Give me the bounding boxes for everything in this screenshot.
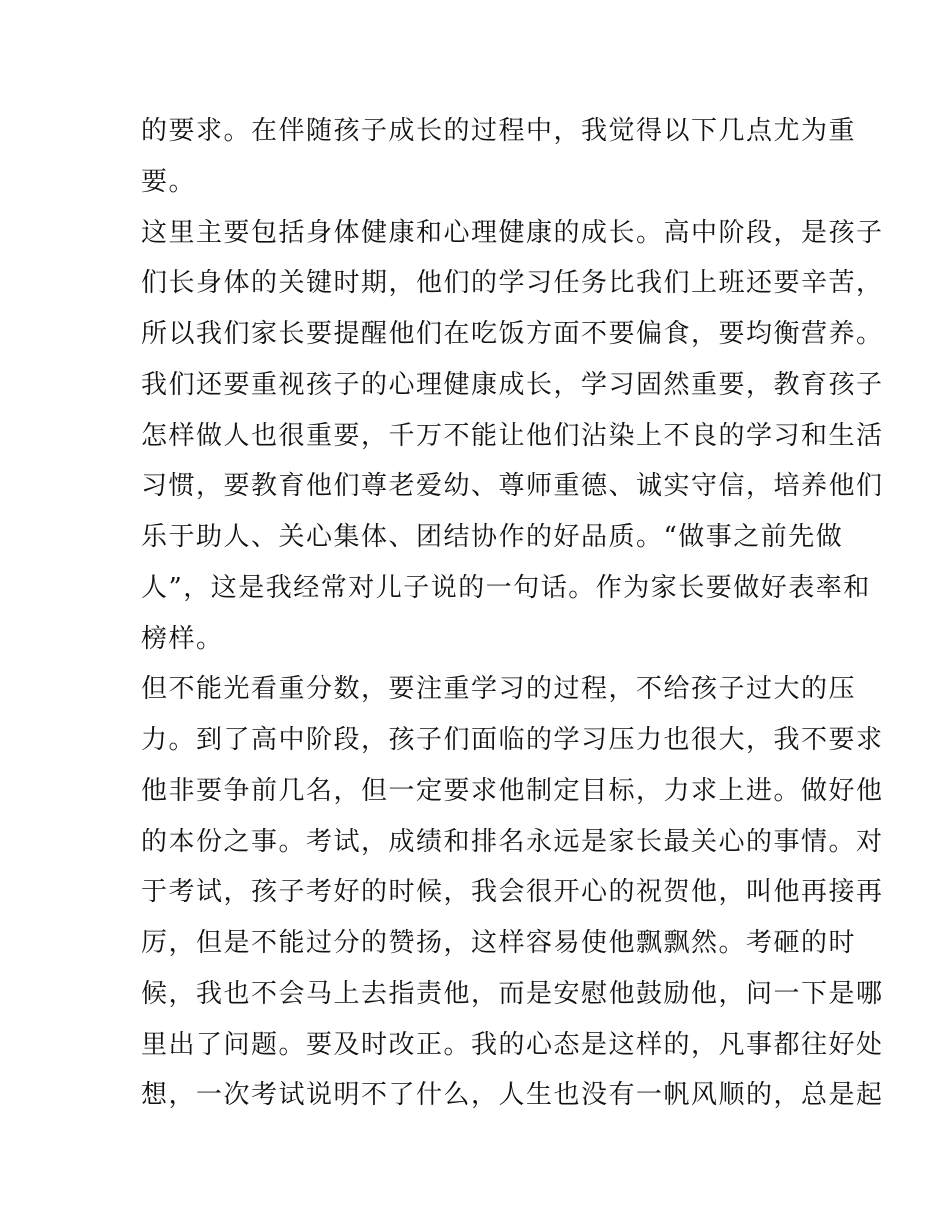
text-line: 要。 bbox=[141, 166, 197, 197]
text-line: 里出了问题。要及时改正。我的心态是这样的，凡事都往好处 bbox=[141, 1029, 884, 1060]
text-line: 的本份之事。考试，成绩和排名永远是家长最关心的事情。对 bbox=[141, 826, 884, 857]
text-line: 们长身体的关键时期，他们的学习任务比我们上班还要辛苦， bbox=[141, 268, 884, 299]
text-line: 的要求。在伴随孩子成长的过程中，我觉得以下几点尤为重 bbox=[141, 116, 857, 146]
text-line: 厉，但是不能过分的赞扬，这样容易使他飘飘然。考砸的时 bbox=[141, 928, 857, 958]
text-line: 怎样做人也很重要，千万不能让他们沾染上不良的学习和生活 bbox=[141, 420, 884, 451]
text-line: 他非要争前几名，但一定要求他制定目标，力求上进。做好他 bbox=[141, 775, 884, 806]
text-line: 于考试，孩子考好的时候，我会很开心的祝贺他，叫他再接再 bbox=[141, 877, 884, 908]
text-line: 这里主要包括身体健康和心理健康的成长。高中阶段，是孩子 bbox=[141, 217, 884, 248]
text-line: 想，一次考试说明不了什么，人生也没有一帆风顺的，总是起 bbox=[141, 1080, 884, 1111]
text-line: 所以我们家长要提醒他们在吃饭方面不要偏食，要均衡营养。 bbox=[141, 319, 884, 349]
text-line: 人”，这是我经常对儿子说的一句话。作为家长要做好表率和 bbox=[141, 572, 871, 603]
text-line: 习惯，要教育他们尊老爱幼、尊师重德、诚实守信，培养他们 bbox=[141, 471, 884, 502]
text-line: 但不能光看重分数，要注重学习的过程，不给孩子过大的压 bbox=[141, 674, 857, 705]
text-line: 我们还要重视孩子的心理健康成长，学习固然重要，教育孩子 bbox=[141, 369, 884, 400]
text-line: 榜样。 bbox=[141, 623, 224, 654]
text-line: 力。到了高中阶段，孩子们面临的学习压力也很大，我不要求 bbox=[141, 725, 884, 755]
text-line: 乐于助人、关心集体、团结协作的好品质。“做事之前先做 bbox=[141, 522, 844, 552]
text-line: 候，我也不会马上去指责他，而是安慰他鼓励他，问一下是哪 bbox=[141, 978, 884, 1009]
